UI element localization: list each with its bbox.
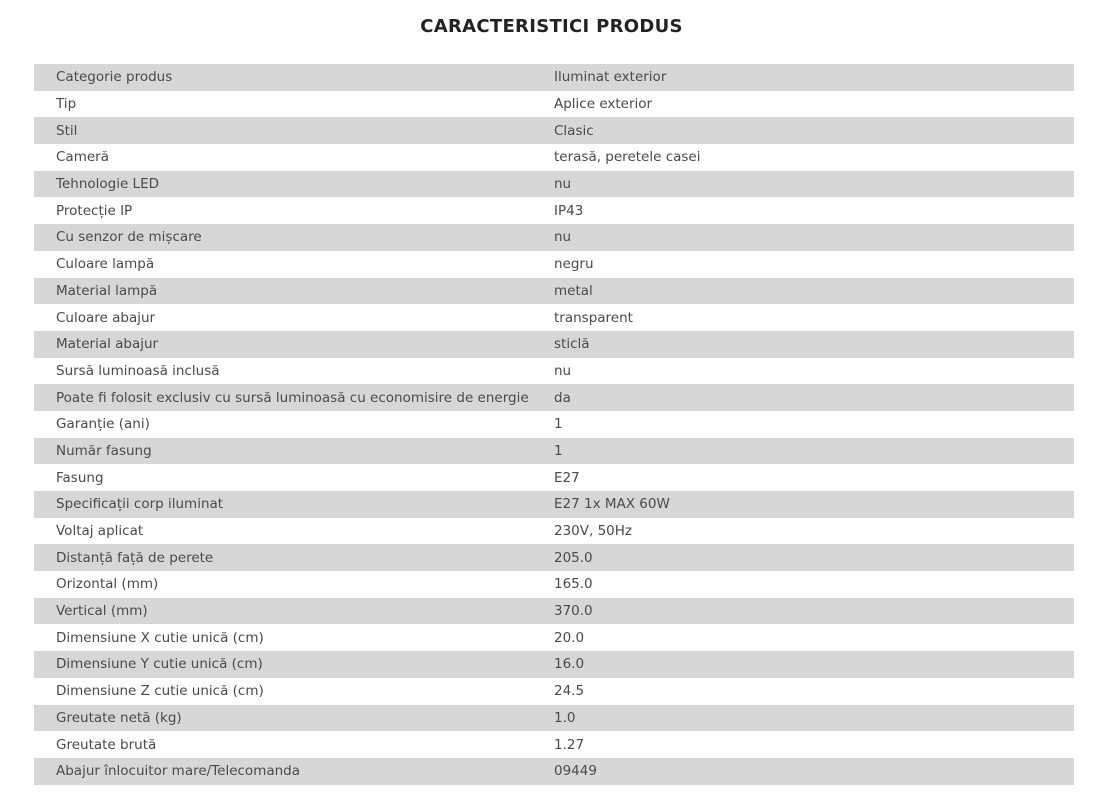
table-row [34, 598, 1074, 625]
table-row [34, 438, 1074, 465]
table-row [34, 64, 1074, 91]
spec-value: Aplice exterior [554, 96, 653, 113]
table-row [34, 411, 1074, 438]
spec-label: Culoare abajur [56, 309, 156, 326]
spec-value: sticlă [554, 336, 590, 353]
page-title: CARACTERISTICI PRODUS [420, 16, 683, 38]
spec-label: Poate fi folosit exclusiv cu sursă luminoasă cu economisire de energie [56, 389, 529, 406]
specs-table [34, 64, 1074, 785]
spec-value: 1 [554, 416, 563, 433]
spec-value: 09449 [554, 763, 597, 780]
table-row [34, 384, 1074, 411]
spec-value: metal [554, 282, 593, 299]
table-row [34, 758, 1074, 785]
spec-value: Iluminat exterior [554, 69, 667, 86]
table-row [34, 544, 1074, 571]
spec-label: Material lampă [56, 282, 158, 299]
table-row [34, 197, 1074, 224]
spec-value: da [554, 389, 571, 406]
spec-label: Specificații corp iluminat [56, 496, 224, 513]
spec-value: Clasic [554, 122, 594, 139]
spec-label: Orizontal (mm) [56, 576, 159, 593]
table-row [34, 705, 1074, 732]
table-row [34, 678, 1074, 705]
table-row [34, 624, 1074, 651]
spec-value: terasă, peretele casei [554, 149, 701, 166]
spec-value: 1 [554, 442, 563, 459]
spec-label: Sursă luminoasă inclusă [56, 362, 220, 379]
spec-value: 20.0 [554, 629, 585, 646]
table-row [34, 651, 1074, 678]
spec-label: Dimensiune Z cutie unică (cm) [56, 683, 264, 700]
spec-value: 1.27 [554, 736, 585, 753]
table-row [34, 91, 1074, 118]
table-row [34, 571, 1074, 598]
table-row [34, 358, 1074, 385]
spec-value: E27 [554, 469, 580, 486]
spec-value: IP43 [554, 202, 584, 219]
table-row [34, 304, 1074, 331]
spec-value: 370.0 [554, 603, 593, 620]
spec-label: Cu senzor de mișcare [56, 229, 202, 246]
spec-label: Greutate brută [56, 736, 157, 753]
table-row [34, 464, 1074, 491]
spec-value: 205.0 [554, 549, 593, 566]
spec-value: 1.0 [554, 709, 576, 726]
spec-value: transparent [554, 309, 633, 326]
spec-label: Distanță față de perete [56, 549, 214, 566]
spec-label: Vertical (mm) [56, 603, 148, 620]
spec-value: 165.0 [554, 576, 593, 593]
spec-label: Protecție IP [56, 202, 133, 219]
spec-label: Număr fasung [56, 442, 152, 459]
spec-label: Tip [56, 96, 77, 113]
spec-label: Cameră [56, 149, 109, 166]
spec-label: Stil [56, 122, 78, 139]
spec-label: Material abajur [56, 336, 159, 353]
spec-value: negru [554, 256, 594, 273]
table-row [34, 251, 1074, 278]
spec-label: Garanție (ani) [56, 416, 150, 433]
spec-label: Abajur înlocuitor mare/Telecomanda [56, 763, 301, 780]
spec-value: nu [554, 229, 572, 246]
spec-value: nu [554, 176, 572, 193]
table-row [34, 224, 1074, 251]
table-row [34, 331, 1074, 358]
spec-label: Fasung [56, 469, 104, 486]
spec-value: nu [554, 362, 572, 379]
table-row [34, 731, 1074, 758]
spec-value: 16.0 [554, 656, 585, 673]
spec-value: 24.5 [554, 683, 585, 700]
spec-label: Tehnologie LED [56, 176, 160, 193]
spec-label: Categorie produs [56, 69, 173, 86]
table-row [34, 491, 1074, 518]
spec-label: Culoare lampă [56, 256, 155, 273]
spec-label: Dimensiune Y cutie unică (cm) [56, 656, 263, 673]
table-row [34, 117, 1074, 144]
spec-label: Greutate netă (kg) [56, 709, 182, 726]
spec-label: Voltaj aplicat [56, 523, 144, 540]
table-row [34, 144, 1074, 171]
table-row [34, 518, 1074, 545]
table-row [34, 171, 1074, 198]
spec-value: 230V, 50Hz [554, 523, 633, 540]
table-row [34, 278, 1074, 305]
spec-value: E27 1x MAX 60W [554, 496, 670, 513]
spec-label: Dimensiune X cutie unică (cm) [56, 629, 264, 646]
